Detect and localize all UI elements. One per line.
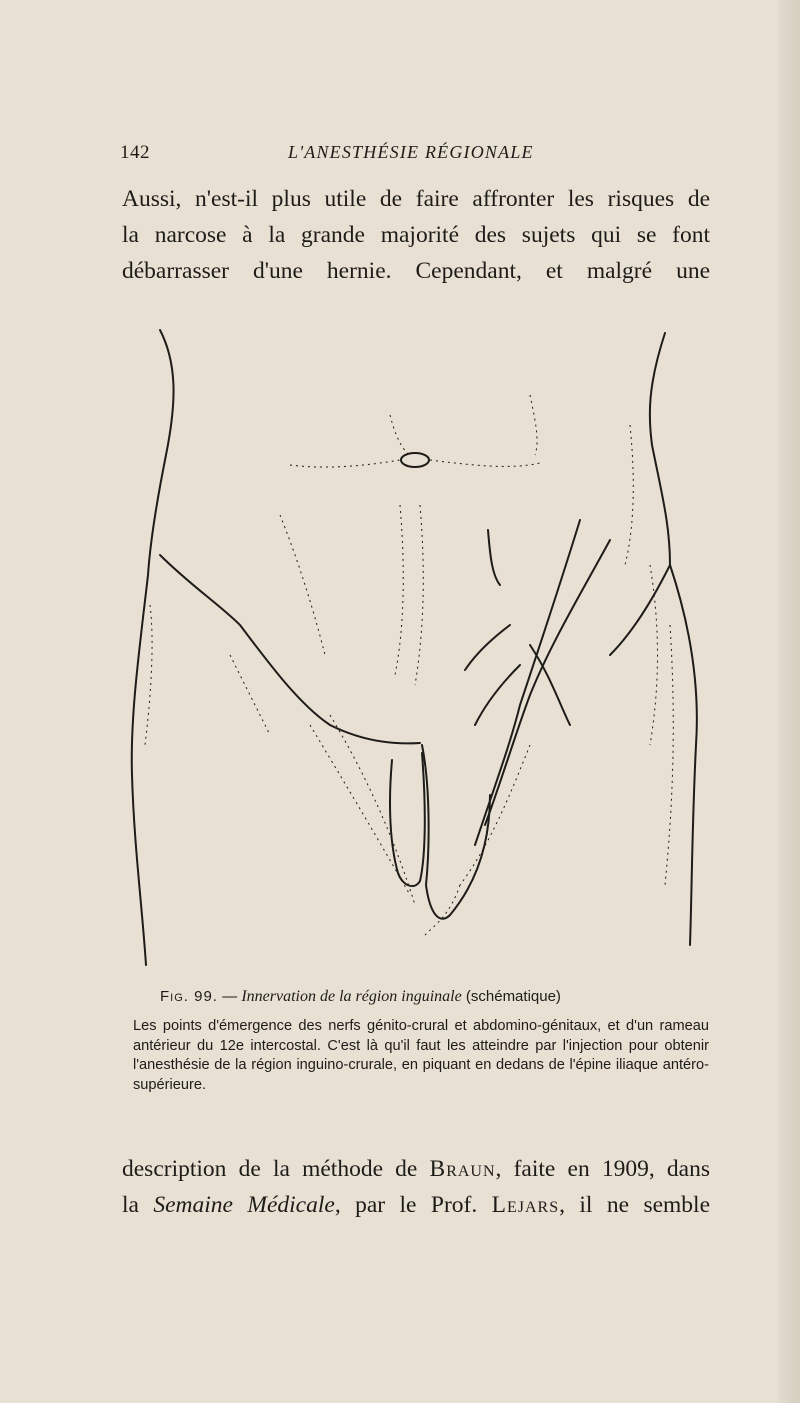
text-fragment: , il ne semble [559, 1192, 711, 1218]
left-body-contour [132, 330, 174, 965]
hatching [390, 415, 410, 455]
text-line [122, 1151, 710, 1187]
text-fragment: la [122, 1192, 154, 1218]
page-edge [778, 0, 800, 1403]
hatching [395, 505, 403, 675]
running-head [120, 142, 712, 168]
hatching [430, 460, 540, 466]
figure-caption-title [160, 988, 561, 1006]
penis-outline [390, 753, 425, 886]
author-name-lejars: Lejars [491, 1192, 560, 1218]
left-groin-crease [160, 555, 420, 743]
body-paragraph-bottom [122, 1151, 710, 1223]
nerve-branch [465, 625, 510, 670]
author-name-braun: Braun [429, 1156, 496, 1182]
figure-qualifier: (schématique) [461, 988, 561, 1005]
right-body-contour [650, 333, 697, 945]
running-title: L'ANESTHÉSIE RÉGIONALE [288, 142, 534, 162]
text-line [122, 1187, 710, 1223]
nerve-branch [475, 665, 520, 725]
nerve-branch [488, 530, 500, 585]
body-paragraph-top [122, 181, 710, 289]
nerve-branch [475, 520, 580, 845]
text-line: la narcose à la grande majorité des sujets qui se font [122, 222, 710, 248]
hatching [530, 395, 537, 455]
umbilicus [401, 453, 429, 467]
hatching [280, 515, 325, 655]
text-line: débarrasser d'une hernie. Cependant, et malgré une [122, 258, 710, 284]
inguinal-innervation-illustration [130, 325, 710, 975]
hatching [415, 505, 423, 685]
journal-title: Semaine Médicale [153, 1192, 335, 1218]
text-line: Aussi, n'est-il plus utile de faire affronter les risques de [122, 186, 710, 212]
hatching [310, 725, 410, 895]
figure-caption-body: Les points d'émergence des nerfs génito-crural et abdomino-génitaux, et d'un rameau antérieur du 12e intercostal. C'est là qu'il faut les atteindre par l'injection pour obtenir l'anesthésie de la région inguino-crurale, en piquant en dedans de l'épine iliaque antéro-supérieure. [133, 1018, 709, 1093]
hatching [145, 605, 152, 745]
text-fragment: description de la méthode de [122, 1156, 430, 1182]
text-fragment: , faite en 1909, dans [495, 1156, 710, 1182]
hatching [460, 745, 530, 885]
text-fragment: , par le Prof. [334, 1192, 492, 1218]
figure-label: Fig. 99. [160, 988, 218, 1005]
hatching [665, 625, 673, 885]
page-number: 142 [120, 142, 150, 163]
figure-title: Innervation de la région inguinale [241, 988, 462, 1005]
hatching [625, 425, 633, 565]
right-groin-crease [610, 565, 670, 655]
caption-dash: — [217, 988, 242, 1005]
hatching [290, 460, 400, 467]
hatching [230, 655, 270, 735]
